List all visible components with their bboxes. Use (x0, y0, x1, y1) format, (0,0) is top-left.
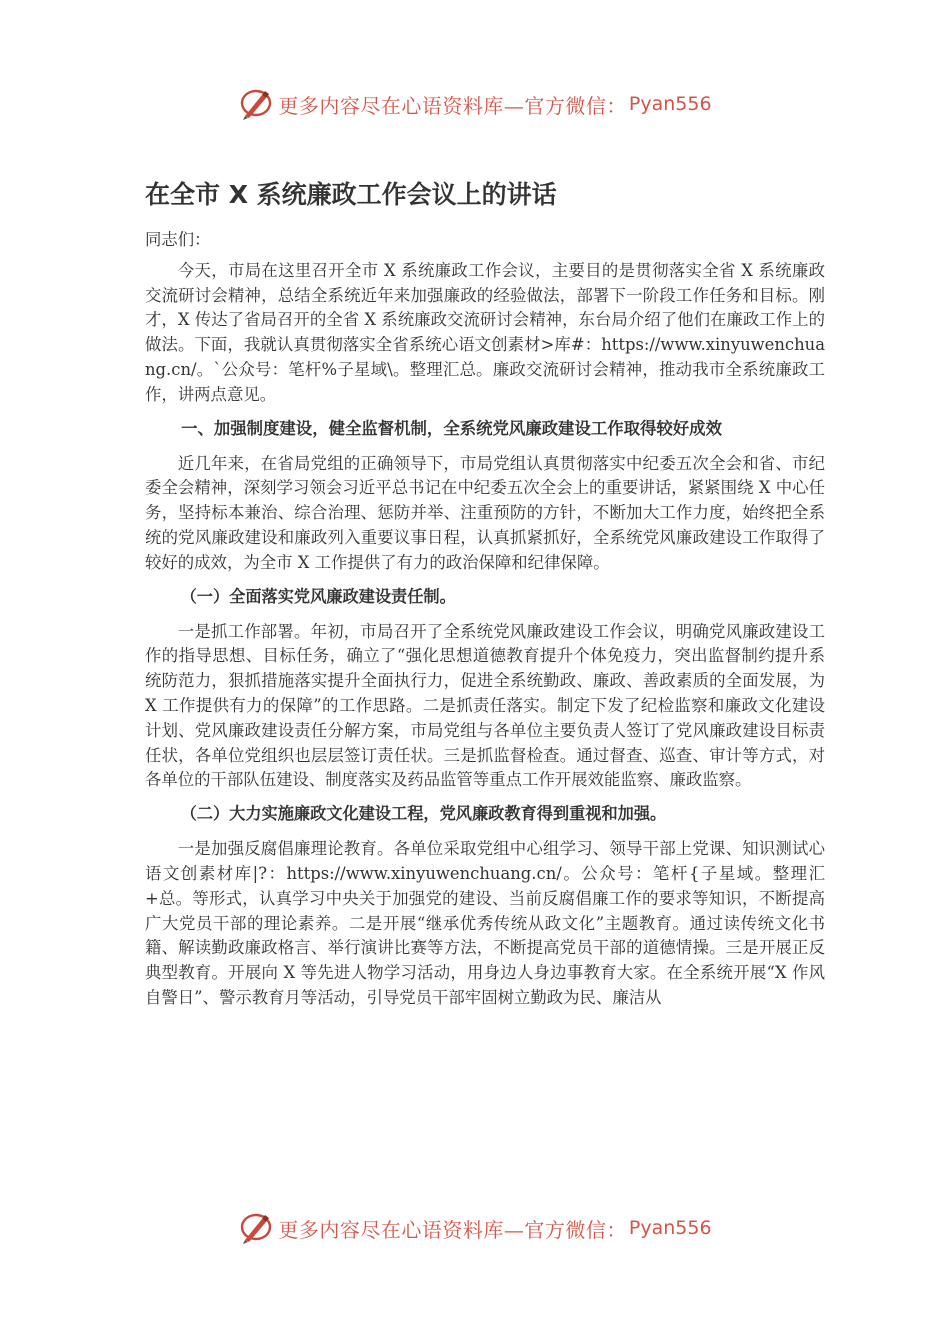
subsection-2-paragraph: 一是加强反腐倡廉理论教育。各单位采取党组中心组学习、领导干部上党课、知识测试心语文创素材库|?：https://www.xinyuwenchuang.cn/。公众号：笔杆{子星域。整理汇+总。等形式，认真学习中央关于加强党的建设、当前反腐倡廉工作的要求等知识，不断提高广大党员干部的理论素养。二是开展“继承优秀传统从政文化”主题教育。通过读传统文化书籍、解读勤政廉政格言、举行演讲比赛等方法，不断提高党员干部的道德情操。三是开展正反典型教育。开展向 X 等先进人物学习活动，用身边人身边事教育大家。在全系统开展“X 作风自警日”、警示教育月等活动，引导党员干部牢固树立勤政为民、廉洁从 (145, 839, 825, 1007)
subsection-2-heading: （二）大力实施廉政文化建设工程，党风廉政教育得到重视和加强。 (180, 804, 667, 824)
banner-text: 更多内容尽在心语资料库—官方微信： (278, 93, 627, 118)
document-body (145, 176, 825, 1019)
salutation: 同志们： (145, 230, 211, 249)
intro-paragraph: 今天，市局在这里召开全市 X 系统廉政工作会议，主要目的是贯彻落实全省 X 系统廉政交流研讨会精神，总结全系统近年来加强廉政的经验做法，部署下一阶段工作任务和目标。刚才，X 传达了省局召开的全省 X 系统廉政交流研讨会精神，东台局介绍了他们在廉政工作上的做法。下面，我就认真贯彻落实全省系统心语文创素材>库#：https://www.xinyuwenchuang.cn/。`公众号：笔杆%子星域\。整理汇总。廉政交流研讨会精神，推动我市全系统廉政工作，讲两点意见。 (145, 260, 825, 404)
banner-wechat-id: Pyan556 (628, 93, 712, 115)
banner-text: 更多内容尽在心语资料库—官方微信： (278, 1217, 627, 1242)
document-title: 在全市 X 系统廉政工作会议上的讲话 (145, 180, 557, 209)
subsection-1-paragraph: 一是抓工作部署。年初，市局召开了全系统党风廉政建设工作会议，明确党风廉政建设工作的指导思想、目标任务，确立了“强化思想道德教育提升个体免疫力，突出监督制约提升系统防范力，狠抓措施落实提升全面执行力，促进全系统勤政、廉政、善政素质的全面发展，为 X 工作提供有力的保障”的工作思路。二是抓责任落实。制定下发了纪检监察和廉政文化建设计划、党风廉政建设责任分解方案，市局党组与各单位主要负责人签订了党风廉政建设目标责任状，各单位党组织也层层签订责任状。三是抓监督检查。通过督查、巡查、审计等方式，对各单位的干部队伍建设、制度落实及药品监管等重点工作开展效能监察、廉政监察。 (145, 621, 825, 790)
footer-banner (0, 1208, 950, 1248)
pen-logo-icon (238, 1210, 274, 1246)
banner-wechat-id: Pyan556 (628, 1217, 712, 1239)
section-1-heading: 一、加强制度建设，健全监督机制，全系统党风廉政建设工作取得较好成效 (181, 418, 722, 438)
header-banner (0, 84, 950, 124)
section-1-paragraph: 近几年来，在省局党组的正确领导下，市局党组认真贯彻落实中纪委五次全会和省、市纪委全会精神，深刻学习领会习近平总书记在中纪委五次全会上的重要讲话，紧紧围绕 X 中心任务，坚持标本兼治、综合治理、惩防并举、注重预防的方针，不断加大工作力度，始终把全系统的党风廉政建设和廉政列入重要议事日程，认真抓紧抓好，全系统党风廉政建设工作取得了较好的成效，为全市 X 工作提供了有力的政治保障和纪律保障。 (145, 453, 825, 572)
pen-logo-icon (238, 86, 274, 122)
subsection-1-heading: （一）全面落实党风廉政建设责任制。 (180, 586, 456, 606)
